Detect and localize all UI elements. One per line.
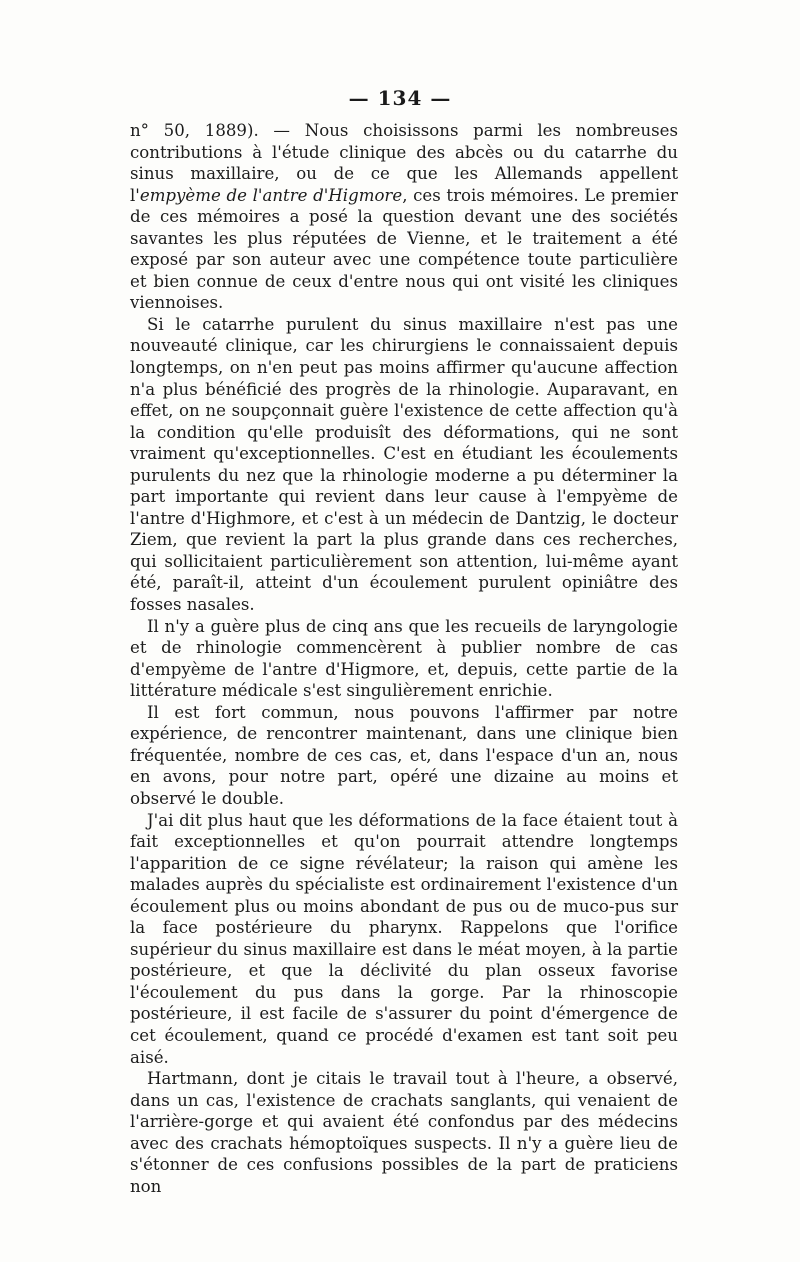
paragraph-1-text-a: n° 50, 1889). — Nous choisissons parmi les nombreuses contributions à l'étude clinique des abcès ou du catarrhe du sinus maxillaire, ou de ce que les Allemands appellent l'	[130, 121, 678, 205]
paragraph-4	[130, 702, 678, 810]
paragraph-1	[130, 120, 678, 314]
paragraph-1-text-b: , ces trois mémoires. Le premier de ces mémoires a posé la question devant une des sociétés savantes les plus réputées de Vienne, et le traitement a été exposé par son auteur avec une compétence toute particulière et bien connue de ceux d'entre nous qui ont visité les cliniques viennoises.	[130, 185, 678, 313]
paragraph-6	[130, 1068, 678, 1197]
page-number: — 134 —	[348, 86, 452, 110]
paragraph-2-text: Si le catarrhe purulent du sinus maxillaire n'est pas une nouveauté clinique, car les chirurgiens le connaissaient depuis longtemps, on n'en peut pas moins affirmer qu'aucune affection n'a plus bénéficié des progrès de la rhinologie. Auparavant, en effet, on ne soupçonnait guère l'existence de cette affection qu'à la condition qu'elle produisît des déformations, qui ne sont vraiment qu'exceptionnelles. C'est en étudiant les écoulements purulents du nez que la rhinologie moderne a pu déterminer la part importante qui revient dans leur cause à l'empyème de l'antre d'Highmore, et c'est à un médecin de Dantzig, le docteur Ziem, que revient la part la plus grande dans ces recherches, qui sollicitaient particulièrement son attention, lui-même ayant été, paraît-il, atteint d'un écoulement purulent opiniâtre des fosses nasales.	[130, 314, 678, 615]
paragraph-3-text: Il n'y a guère plus de cinq ans que les recueils de laryngologie et de rhinologie commencèrent à publier nombre de cas d'empyème de l'antre d'Higmore, et, depuis, cette partie de la littérature médicale s'est singulièrement enrichie.	[130, 616, 678, 701]
paragraph-4-text: Il est fort commun, nous pouvons l'affirmer par notre expérience, de rencontrer maintenant, dans une clinique bien fréquentée, nombre de ces cas, et, dans l'espace d'un an, nous en avons, pour notre part, opéré une dizaine au moins et observé le double.	[130, 702, 678, 808]
paragraph-3	[130, 616, 678, 702]
body-text	[130, 120, 678, 1197]
paragraph-6-text: Hartmann, dont je citais le travail tout à l'heure, a observé, dans un cas, l'existence de crachats sanglants, qui venaient de l'arrière-gorge et qui avaient été confondus par des médecins avec des crachats hémoptoïques suspects. Il n'y a guère lieu de s'étonner de ces confusions possibles de la part de praticiens non	[130, 1069, 678, 1196]
paragraph-1-italic-term: empyème de l'antre d'Higmore	[139, 185, 403, 205]
paragraph-5-text: J'ai dit plus haut que les déformations de la face étaient tout à fait exceptionnelles et qu'on pourrait attendre longtemps l'apparition de ce signe révélateur; la raison qui amène les malades auprès du spécialiste est ordinairement l'existence d'un écoulement plus ou moins abondant de pus ou de muco-pus sur la face postérieure du pharynx. Rappelons que l'orifice supérieur du sinus maxillaire est dans le méat moyen, à la partie postérieure, et que la déclivité du plan osseux favorise l'écoulement du pus dans la gorge. Par la rhinoscopie postérieure, il est facile de s'assurer du point d'émergence de cet écoulement, quand ce procédé d'examen est tant soit peu aisé.	[130, 810, 678, 1067]
paragraph-2	[130, 314, 678, 616]
paragraph-5	[130, 810, 678, 1069]
